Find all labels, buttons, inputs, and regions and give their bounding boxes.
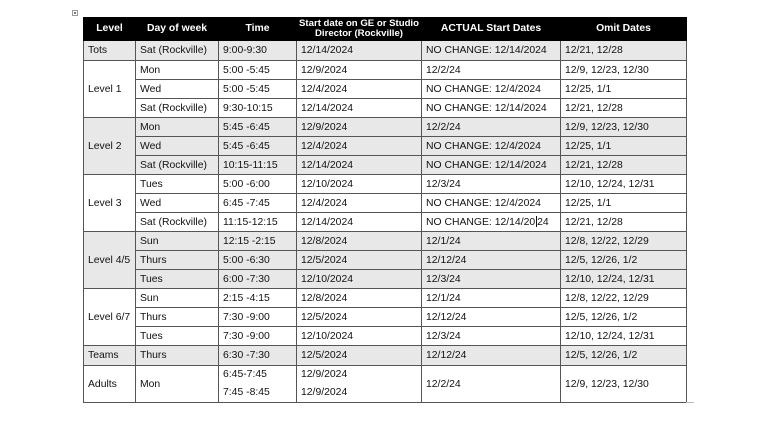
actual-start-cell[interactable] xyxy=(422,213,561,232)
col-header-level: Level xyxy=(84,18,136,41)
day-cell: Sat (Rockville) xyxy=(136,156,219,175)
start-date-cell: 12/9/2024 xyxy=(297,118,422,137)
table-row xyxy=(84,99,687,118)
time-cell: 5:00 -5:45 xyxy=(219,61,297,80)
actual-start-cell: NO CHANGE: 12/14/2024 xyxy=(422,156,561,175)
omit-dates-cell: 12/9, 12/23, 12/30 xyxy=(561,61,687,80)
time-cell: 2:15 -4:15 xyxy=(219,289,297,308)
actual-start-cell: 12/1/24 xyxy=(422,232,561,251)
day-cell: Thurs xyxy=(136,251,219,270)
class-schedule-table xyxy=(83,17,687,403)
table-row xyxy=(84,366,687,403)
day-cell: Wed xyxy=(136,137,219,156)
start-date-cell: 12/5/2024 xyxy=(297,346,422,366)
omit-dates-cell: 12/21, 12/28 xyxy=(561,156,687,175)
start-date-cell: 12/4/2024 xyxy=(297,137,422,156)
actual-start-cell: 12/2/24 xyxy=(422,366,561,403)
header-row xyxy=(84,18,687,41)
start-date-cell: 12/14/2024 xyxy=(297,213,422,232)
col-header-actual-start: ACTUAL Start Dates xyxy=(422,18,561,41)
table-resize-handle[interactable] xyxy=(686,402,694,403)
start-date-cell: 12/14/2024 xyxy=(297,41,422,61)
omit-dates-cell: 12/5, 12/26, 1/2 xyxy=(561,346,687,366)
actual-start-text: NO CHANGE: 12/14/20 xyxy=(426,217,536,228)
level-cell: Level 1 xyxy=(84,61,136,118)
time-cell: 7:30 -9:00 xyxy=(219,327,297,346)
table-row xyxy=(84,175,687,194)
level-cell: Level 6/7 xyxy=(84,289,136,346)
time-cell: 12:15 -2:15 xyxy=(219,232,297,251)
table-row xyxy=(84,289,687,308)
start-date-cell: 12/10/2024 xyxy=(297,327,422,346)
day-cell: Mon xyxy=(136,366,219,403)
level-cell: Teams xyxy=(84,346,136,366)
day-cell: Sat (Rockville) xyxy=(136,213,219,232)
start-date-cell: 12/14/2024 xyxy=(297,99,422,118)
start-date-cell: 12/10/2024 xyxy=(297,270,422,289)
omit-dates-cell: 12/21, 12/28 xyxy=(561,99,687,118)
actual-start-cell: 12/12/24 xyxy=(422,251,561,270)
start-date-line: 12/9/2024 xyxy=(301,369,348,380)
omit-dates-cell: 12/25, 1/1 xyxy=(561,137,687,156)
omit-dates-cell: 12/25, 1/1 xyxy=(561,194,687,213)
start-date-line: 12/9/2024 xyxy=(301,387,348,398)
table-row xyxy=(84,308,687,327)
actual-start-cell: 12/1/24 xyxy=(422,289,561,308)
time-cell: 9:00-9:30 xyxy=(219,41,297,61)
time-cell xyxy=(219,366,297,403)
time-cell: 5:00 -5:45 xyxy=(219,80,297,99)
time-cell: 11:15-12:15 xyxy=(219,213,297,232)
day-cell: Tues xyxy=(136,327,219,346)
start-date-cell: 12/9/2024 xyxy=(297,61,422,80)
omit-dates-cell: 12/10, 12/24, 12/31 xyxy=(561,175,687,194)
level-cell: Level 3 xyxy=(84,175,136,232)
time-line: 7:45 -8:45 xyxy=(223,387,270,398)
day-cell: Thurs xyxy=(136,308,219,327)
omit-dates-cell: 12/25, 1/1 xyxy=(561,80,687,99)
start-date-cell xyxy=(297,366,422,403)
col-header-day: Day of week xyxy=(136,18,219,41)
time-cell: 5:00 -6:30 xyxy=(219,251,297,270)
day-cell: Sat (Rockville) xyxy=(136,41,219,61)
day-cell: Tues xyxy=(136,175,219,194)
level-cell: Level 4/5 xyxy=(84,232,136,289)
day-cell: Sun xyxy=(136,232,219,251)
table-row xyxy=(84,270,687,289)
omit-dates-cell: 12/10, 12/24, 12/31 xyxy=(561,327,687,346)
table-row xyxy=(84,80,687,99)
start-date-cell: 12/14/2024 xyxy=(297,156,422,175)
time-cell: 5:45 -6:45 xyxy=(219,137,297,156)
time-cell: 6:45 -7:45 xyxy=(219,194,297,213)
omit-dates-cell: 12/8, 12/22, 12/29 xyxy=(561,289,687,308)
actual-start-cell: 12/2/24 xyxy=(422,118,561,137)
day-cell: Mon xyxy=(136,118,219,137)
day-cell: Wed xyxy=(136,80,219,99)
day-cell: Wed xyxy=(136,194,219,213)
level-cell: Tots xyxy=(84,41,136,61)
omit-dates-cell: 12/9, 12/23, 12/30 xyxy=(561,118,687,137)
table-row xyxy=(84,213,687,232)
time-line: 6:45-7:45 xyxy=(223,369,267,380)
table-row xyxy=(84,251,687,270)
table-row xyxy=(84,327,687,346)
day-cell: Thurs xyxy=(136,346,219,366)
actual-start-cell: 12/12/24 xyxy=(422,308,561,327)
table-row xyxy=(84,156,687,175)
actual-start-cell: NO CHANGE: 12/4/2024 xyxy=(422,80,561,99)
day-cell: Sun xyxy=(136,289,219,308)
col-header-time: Time xyxy=(219,18,297,41)
start-date-cell: 12/8/2024 xyxy=(297,232,422,251)
actual-start-cell: NO CHANGE: 12/14/2024 xyxy=(422,41,561,61)
start-date-cell: 12/8/2024 xyxy=(297,289,422,308)
actual-start-cell: 12/12/24 xyxy=(422,346,561,366)
start-date-cell: 12/5/2024 xyxy=(297,251,422,270)
col-header-omit-dates: Omit Dates xyxy=(561,18,687,41)
actual-start-cell: 12/3/24 xyxy=(422,270,561,289)
start-date-cell: 12/10/2024 xyxy=(297,175,422,194)
time-cell: 6:30 -7:30 xyxy=(219,346,297,366)
omit-dates-cell: 12/8, 12/22, 12/29 xyxy=(561,232,687,251)
table-row xyxy=(84,137,687,156)
actual-start-cell: 12/2/24 xyxy=(422,61,561,80)
omit-dates-cell: 12/10, 12/24, 12/31 xyxy=(561,270,687,289)
table-row xyxy=(84,61,687,80)
day-cell: Tues xyxy=(136,270,219,289)
level-cell: Level 2 xyxy=(84,118,136,175)
start-date-cell: 12/4/2024 xyxy=(297,194,422,213)
actual-start-cell: 12/3/24 xyxy=(422,175,561,194)
time-cell: 10:15-11:15 xyxy=(219,156,297,175)
actual-start-cell: 12/3/24 xyxy=(422,327,561,346)
day-cell: Sat (Rockville) xyxy=(136,99,219,118)
actual-start-text-tail: 24 xyxy=(537,217,549,228)
col-header-start-date: Start date on GE or Studio Director (Rockville) xyxy=(297,18,422,41)
time-cell: 6:00 -7:30 xyxy=(219,270,297,289)
actual-start-cell: NO CHANGE: 12/4/2024 xyxy=(422,137,561,156)
start-date-cell: 12/4/2024 xyxy=(297,80,422,99)
table-row xyxy=(84,194,687,213)
table-row xyxy=(84,232,687,251)
actual-start-cell: NO CHANGE: 12/14/2024 xyxy=(422,99,561,118)
omit-dates-cell: 12/9, 12/23, 12/30 xyxy=(561,366,687,403)
omit-dates-cell: 12/5, 12/26, 1/2 xyxy=(561,308,687,327)
omit-dates-cell: 12/21, 12/28 xyxy=(561,41,687,61)
table-row xyxy=(84,346,687,366)
actual-start-cell: NO CHANGE: 12/4/2024 xyxy=(422,194,561,213)
time-cell: 7:30 -9:00 xyxy=(219,308,297,327)
time-cell: 5:00 -6:00 xyxy=(219,175,297,194)
start-date-cell: 12/5/2024 xyxy=(297,308,422,327)
table-move-handle-icon[interactable] xyxy=(72,10,78,16)
omit-dates-cell: 12/21, 12/28 xyxy=(561,213,687,232)
table-row xyxy=(84,118,687,137)
day-cell: Mon xyxy=(136,61,219,80)
table-row xyxy=(84,41,687,61)
time-cell: 5:45 -6:45 xyxy=(219,118,297,137)
level-cell: Adults xyxy=(84,366,136,403)
time-cell: 9:30-10:15 xyxy=(219,99,297,118)
omit-dates-cell: 12/5, 12/26, 1/2 xyxy=(561,251,687,270)
